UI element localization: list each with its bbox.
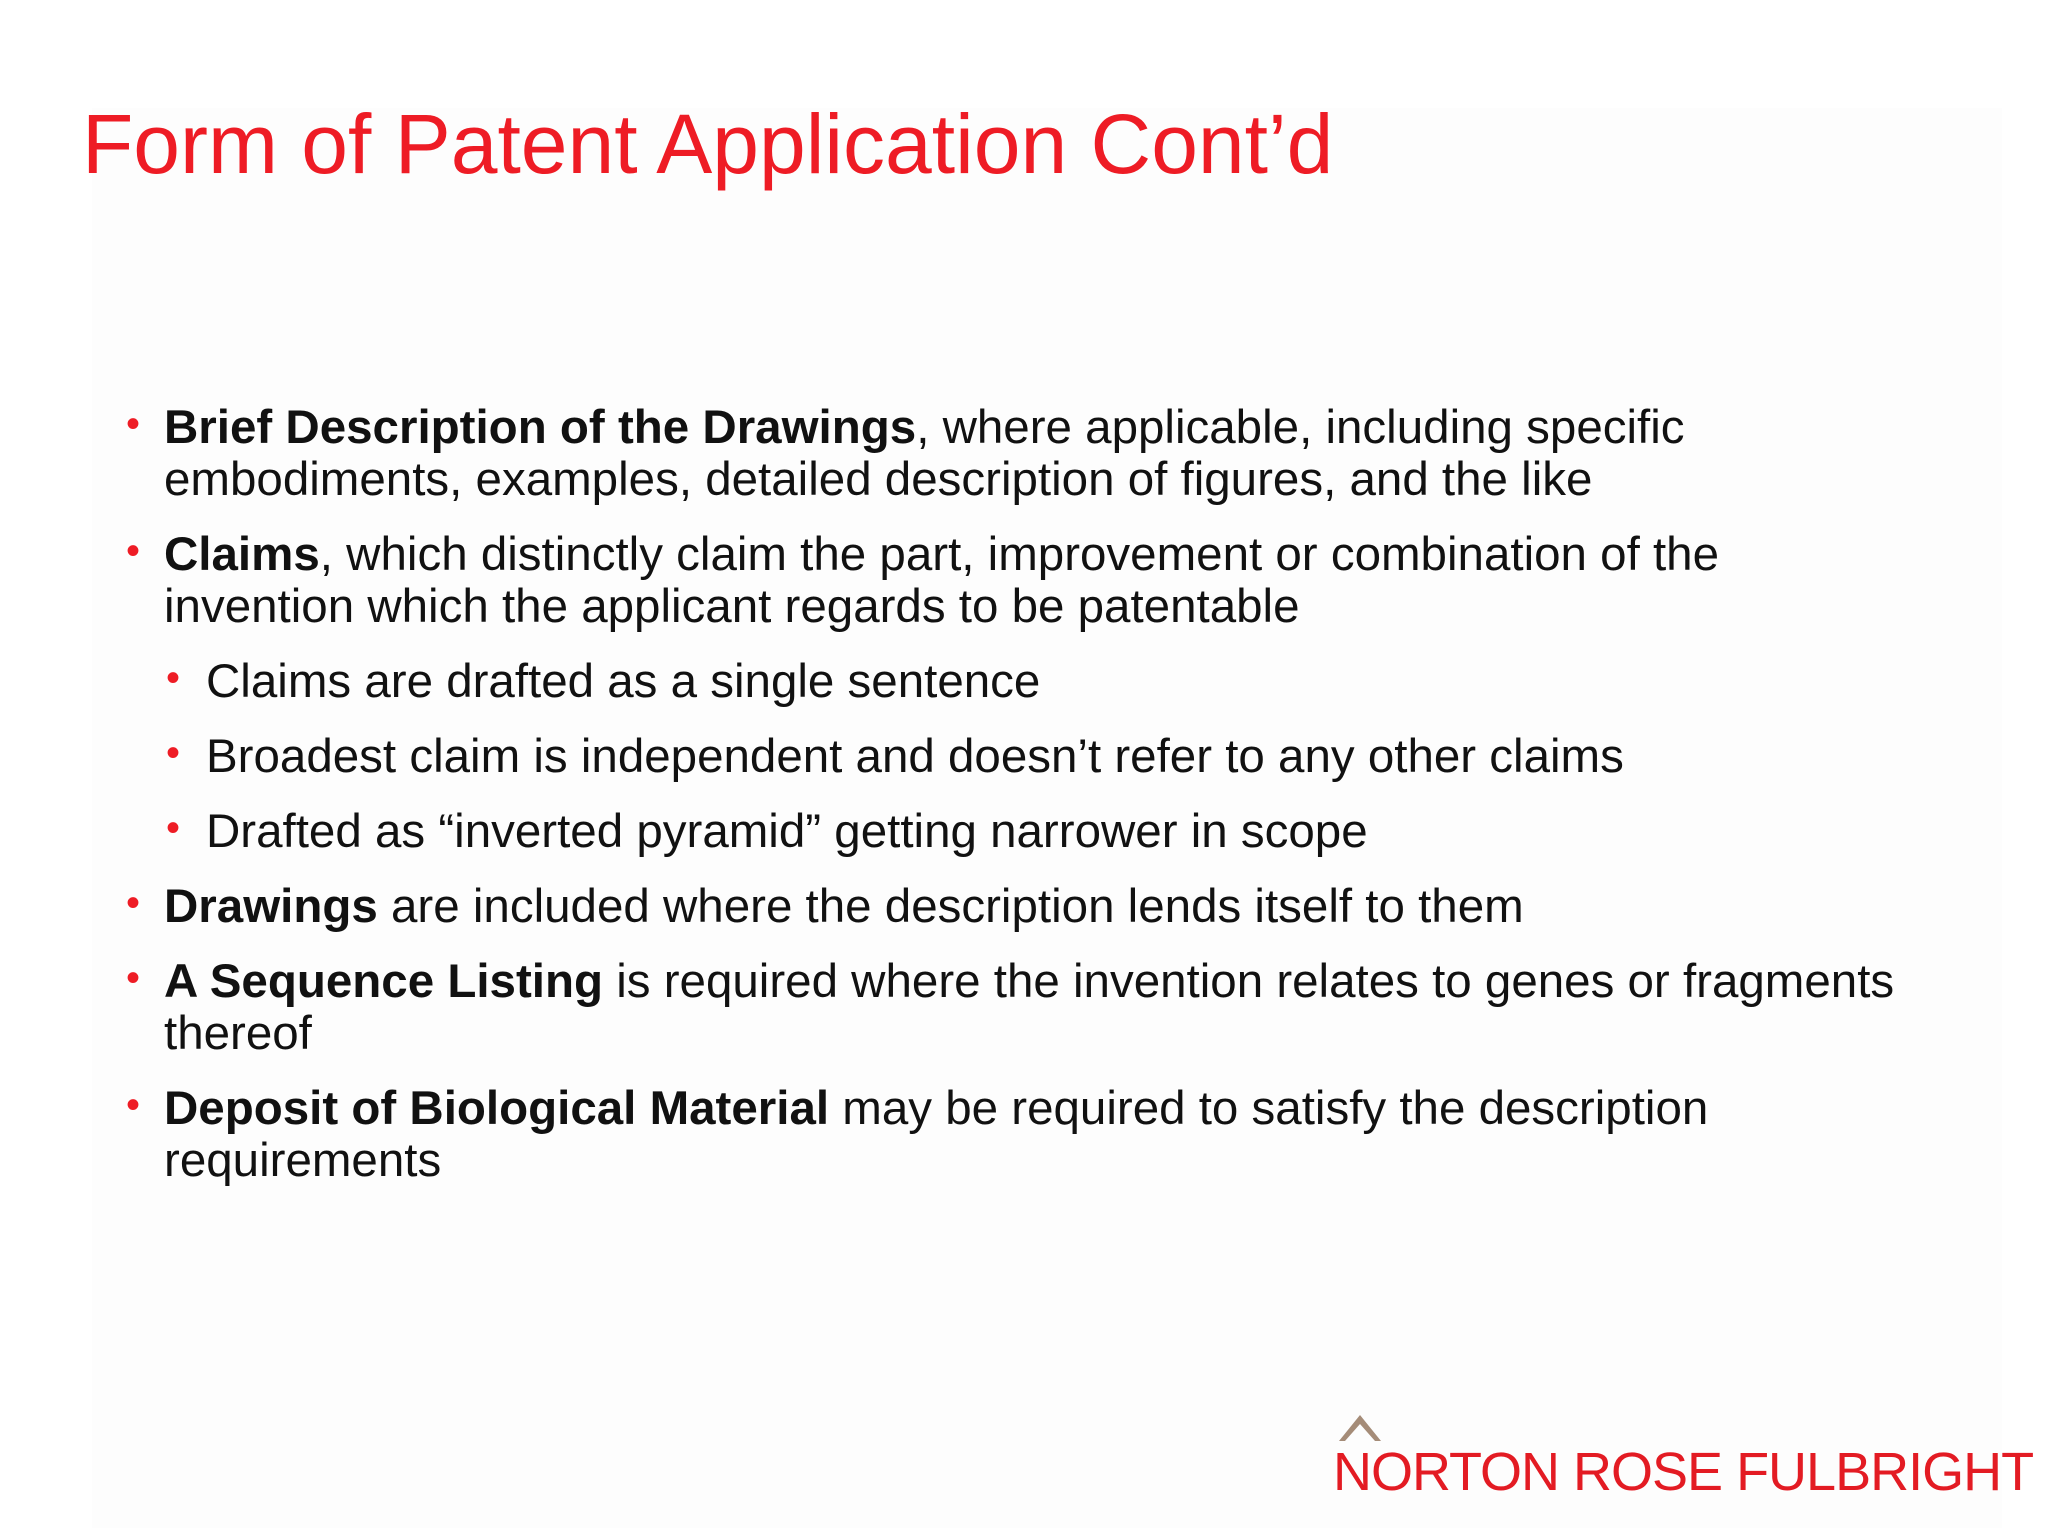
sub-bullet-text: Drafted as “inverted pyramid” getting narrower in scope — [206, 805, 1368, 858]
sub-bullet-item — [126, 731, 1906, 783]
bullet-item — [126, 881, 1906, 933]
sub-bullet-item — [126, 806, 1906, 858]
bullet-icon: • — [166, 656, 181, 700]
bullet-heading: Brief Description of the Drawings — [164, 401, 917, 454]
bullet-item — [126, 402, 1906, 506]
bullet-text: are included where the description lends itself to them — [377, 880, 1524, 933]
chevron-up-icon — [1339, 1415, 1381, 1445]
sub-bullet-item — [126, 656, 1906, 708]
bullet-icon: • — [126, 402, 141, 446]
bullet-icon: • — [166, 806, 181, 850]
logo-text: NORTON ROSE FULBRIGHT — [1333, 1442, 2034, 1502]
sub-bullet-text: Claims are drafted as a single sentence — [206, 655, 1041, 708]
bullet-text: is required where the invention relates to genes or fragments thereof — [164, 955, 1895, 1060]
bullet-item — [126, 1083, 1906, 1187]
bullet-heading: A Sequence Listing — [164, 955, 604, 1008]
bullet-icon: • — [126, 1083, 141, 1127]
bullet-icon: • — [166, 731, 181, 775]
sub-bullet-text: Broadest claim is independent and doesn’t refer to any other claims — [206, 730, 1624, 783]
bullet-list — [126, 402, 1906, 1210]
bullet-text: may be required to satisfy the description requirements — [164, 1082, 1709, 1187]
bullet-icon: • — [126, 881, 141, 925]
bullet-heading: Claims — [164, 528, 320, 581]
norton-rose-fulbright-logo — [1333, 1415, 2034, 1502]
bullet-heading: Deposit of Biological Material — [164, 1082, 830, 1135]
bullet-item — [126, 956, 1906, 1060]
slide-title: Form of Patent Application Cont’d — [82, 97, 1334, 191]
bullet-icon: • — [126, 956, 141, 1000]
bullet-item — [126, 529, 1906, 633]
bullet-text: , where applicable, including specific embodiments, examples, detailed description of figures, and the like — [164, 401, 1685, 506]
bullet-text: , which distinctly claim the part, improvement or combination of the invention which the applicant regards to be patentable — [164, 528, 1719, 633]
bullet-heading: Drawings — [164, 880, 378, 933]
bullet-icon: • — [126, 529, 141, 573]
